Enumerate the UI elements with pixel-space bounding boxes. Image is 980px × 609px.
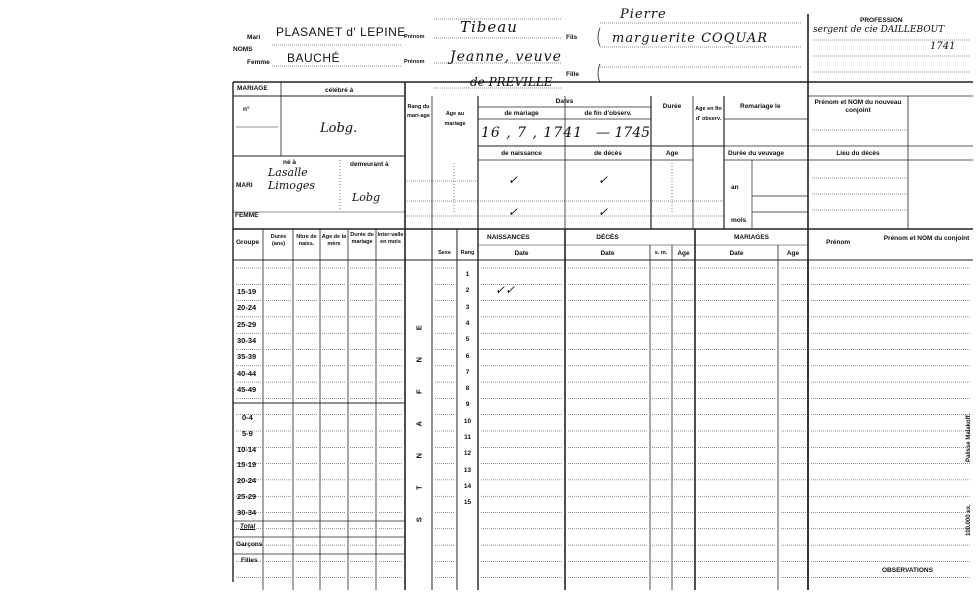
- enfants-letter: N: [414, 453, 424, 459]
- noms-label: NOMS: [233, 46, 253, 53]
- naissances-date-label: Date: [514, 250, 529, 257]
- age-mere-label: Age de la mère: [321, 234, 347, 247]
- femme-deces-check: ✓: [598, 205, 609, 219]
- mariages-date-label: Date: [729, 250, 744, 257]
- rang-number: 8: [465, 385, 470, 393]
- nbre-naiss-label: Nbre de naiss.: [296, 234, 317, 247]
- naissances-label: NAISSANCES: [487, 234, 530, 241]
- mariage-lieu: Lobg.: [320, 121, 358, 136]
- mari-row-label: MARI: [236, 182, 253, 189]
- demeurant-label: demeurant à: [350, 161, 389, 168]
- date-fin-observ-label: de fin d'observ.: [584, 110, 632, 117]
- groupe-row-label: 35-39: [237, 352, 257, 362]
- age-fin-observ-label: Age en fin d' observ.: [695, 106, 722, 123]
- total-label: Total: [240, 523, 256, 530]
- fille-label: Fille: [566, 71, 580, 78]
- rang-number: 14: [463, 482, 472, 490]
- filles-label: Filles: [241, 557, 258, 564]
- mariages-age-label: Age: [786, 250, 800, 257]
- date-mariage-label: de mariage: [504, 110, 539, 117]
- rang-label: Rang: [460, 250, 475, 256]
- femme-row-label: FEMME: [235, 212, 259, 219]
- rang-number: 15: [463, 499, 472, 507]
- groupe-row-label: 25-29: [237, 492, 257, 501]
- ne-label: né à: [283, 159, 297, 166]
- femme-name: BAUCHÉ: [287, 51, 341, 65]
- deces-date-label: Date: [600, 250, 615, 257]
- mari-lieu-naissance: Lasalle Limoges: [268, 166, 316, 193]
- groupe-row-label: 0-4: [242, 413, 253, 422]
- femme-naissance-check: ✓: [508, 205, 519, 219]
- date-fin-observ-value: — 1745: [596, 125, 651, 141]
- remariage-label: Remariage le: [740, 103, 781, 110]
- enfants-letter: S: [414, 517, 424, 523]
- groupe-row-label: 30-34: [237, 507, 257, 517]
- deces-label: de décès: [594, 150, 622, 157]
- groupe-row-label: 10-14: [237, 444, 257, 454]
- enfants-letter: F: [414, 389, 424, 395]
- enfants-letter: N: [414, 357, 424, 363]
- rang-number: 12: [463, 450, 472, 458]
- prenom-nom-conjoint-label: Prénom et NOM du conjoint: [883, 235, 970, 242]
- mari-label: Mari: [247, 34, 261, 41]
- fils-label: Fils: [566, 34, 578, 41]
- an-label: an: [731, 184, 739, 191]
- prenom-label: Prénom: [826, 239, 851, 246]
- mois-label: mois: [731, 217, 747, 224]
- duree-ans-label: Durée (ans): [270, 234, 287, 247]
- naissance-label: de naissance: [501, 150, 542, 157]
- intervalle-label: Inter-valle en mois: [377, 232, 404, 245]
- prenom-femme-label: Prénom: [404, 59, 425, 65]
- rang-number: 10: [463, 417, 472, 425]
- nouveau-conjoint-label: Prénom et NOM du nouveau conjoint: [814, 99, 902, 114]
- groupe-row-label: 40-44: [237, 368, 257, 378]
- garcons-label: Garçons: [236, 541, 263, 548]
- groupe-row-label: 20-24: [237, 476, 257, 486]
- publisher-mark: Palisse Malakoff.: [966, 413, 972, 462]
- age-label: Age: [665, 150, 679, 157]
- date-mariage-value: 16 , 7 , 1741: [481, 125, 584, 141]
- dates-label: Dates: [555, 98, 574, 105]
- duree-veuvage-label: Durée du veuvage: [728, 150, 784, 157]
- groupe-row-label: 25-29: [237, 319, 257, 329]
- rang-number: 3: [465, 303, 470, 311]
- mari-naissance-check: ✓: [508, 173, 519, 187]
- mari-name: PLASANET d' LEPINE: [276, 25, 406, 39]
- mere-name: marguerite COQUAR: [612, 31, 769, 46]
- lieu-deces-label: Lieu du décès: [836, 150, 880, 157]
- profession-label: PROFESSION: [860, 17, 903, 24]
- mari-demeurant: Lobg: [352, 191, 381, 204]
- rang-number: 5: [465, 336, 470, 344]
- duree-label: Durée: [662, 103, 682, 110]
- duree-mariage-label: Durée de mariage: [350, 232, 374, 245]
- prenom-mari-label: Prénom: [404, 34, 425, 40]
- mari-prenom: Tibeau: [460, 18, 518, 36]
- observations-label: OBSERVATIONS: [882, 567, 933, 574]
- groupe-row-label: 15-19: [237, 460, 257, 470]
- rang-number: 7: [465, 368, 470, 376]
- sexe-label: Sexe: [438, 250, 451, 256]
- mariage-title: MARIAGE: [237, 85, 268, 92]
- naissance-rang2-check: ✓✓: [495, 283, 516, 297]
- enfants-letter: E: [414, 325, 424, 331]
- no-label: n°: [243, 106, 250, 113]
- enfants-letter: T: [414, 485, 424, 491]
- femme-label: Femme: [247, 59, 270, 66]
- rang-number: 4: [465, 319, 470, 327]
- rang-number: 9: [465, 401, 470, 409]
- rang-number: 11: [464, 434, 471, 441]
- celebre-label: célébré à: [325, 87, 354, 94]
- deces-age-label: Age: [677, 250, 690, 257]
- rang-number: 1: [465, 271, 470, 278]
- profession-value: sergent de cie DAILLEBOUT: [813, 25, 945, 35]
- groupe-row-label: 15-19: [237, 287, 257, 296]
- pere-name: Pierre: [620, 7, 667, 22]
- age-mariage-label: Age au mariage: [444, 111, 466, 127]
- groupe-label: Groupe: [236, 239, 260, 246]
- rang-number: 2: [465, 287, 470, 295]
- enfants-letter: A: [414, 421, 424, 427]
- profession-year: 1741: [930, 41, 956, 52]
- sm-label: s. m.: [654, 250, 668, 256]
- deces-table-label: DÉCÈS: [596, 234, 619, 241]
- groupe-row-label: 5-9: [242, 428, 253, 438]
- femme-prenom-cont: de PREVILLE: [470, 75, 553, 89]
- groupe-row-label: 30-34: [237, 335, 257, 345]
- mariages-label: MARIAGES: [733, 234, 770, 241]
- print-run-mark: 100.000 ex.: [966, 504, 972, 536]
- groupe-row-label: 20-24: [237, 303, 257, 313]
- groupe-row-label: 45-49: [237, 384, 257, 394]
- rang-number: 6: [465, 352, 470, 360]
- femme-prenom: Jeanne, veuve: [450, 49, 562, 65]
- rang-mariage-label: Rang du mari-age: [407, 104, 430, 119]
- rang-number: 13: [463, 466, 472, 474]
- mari-deces-check: ✓: [598, 173, 609, 187]
